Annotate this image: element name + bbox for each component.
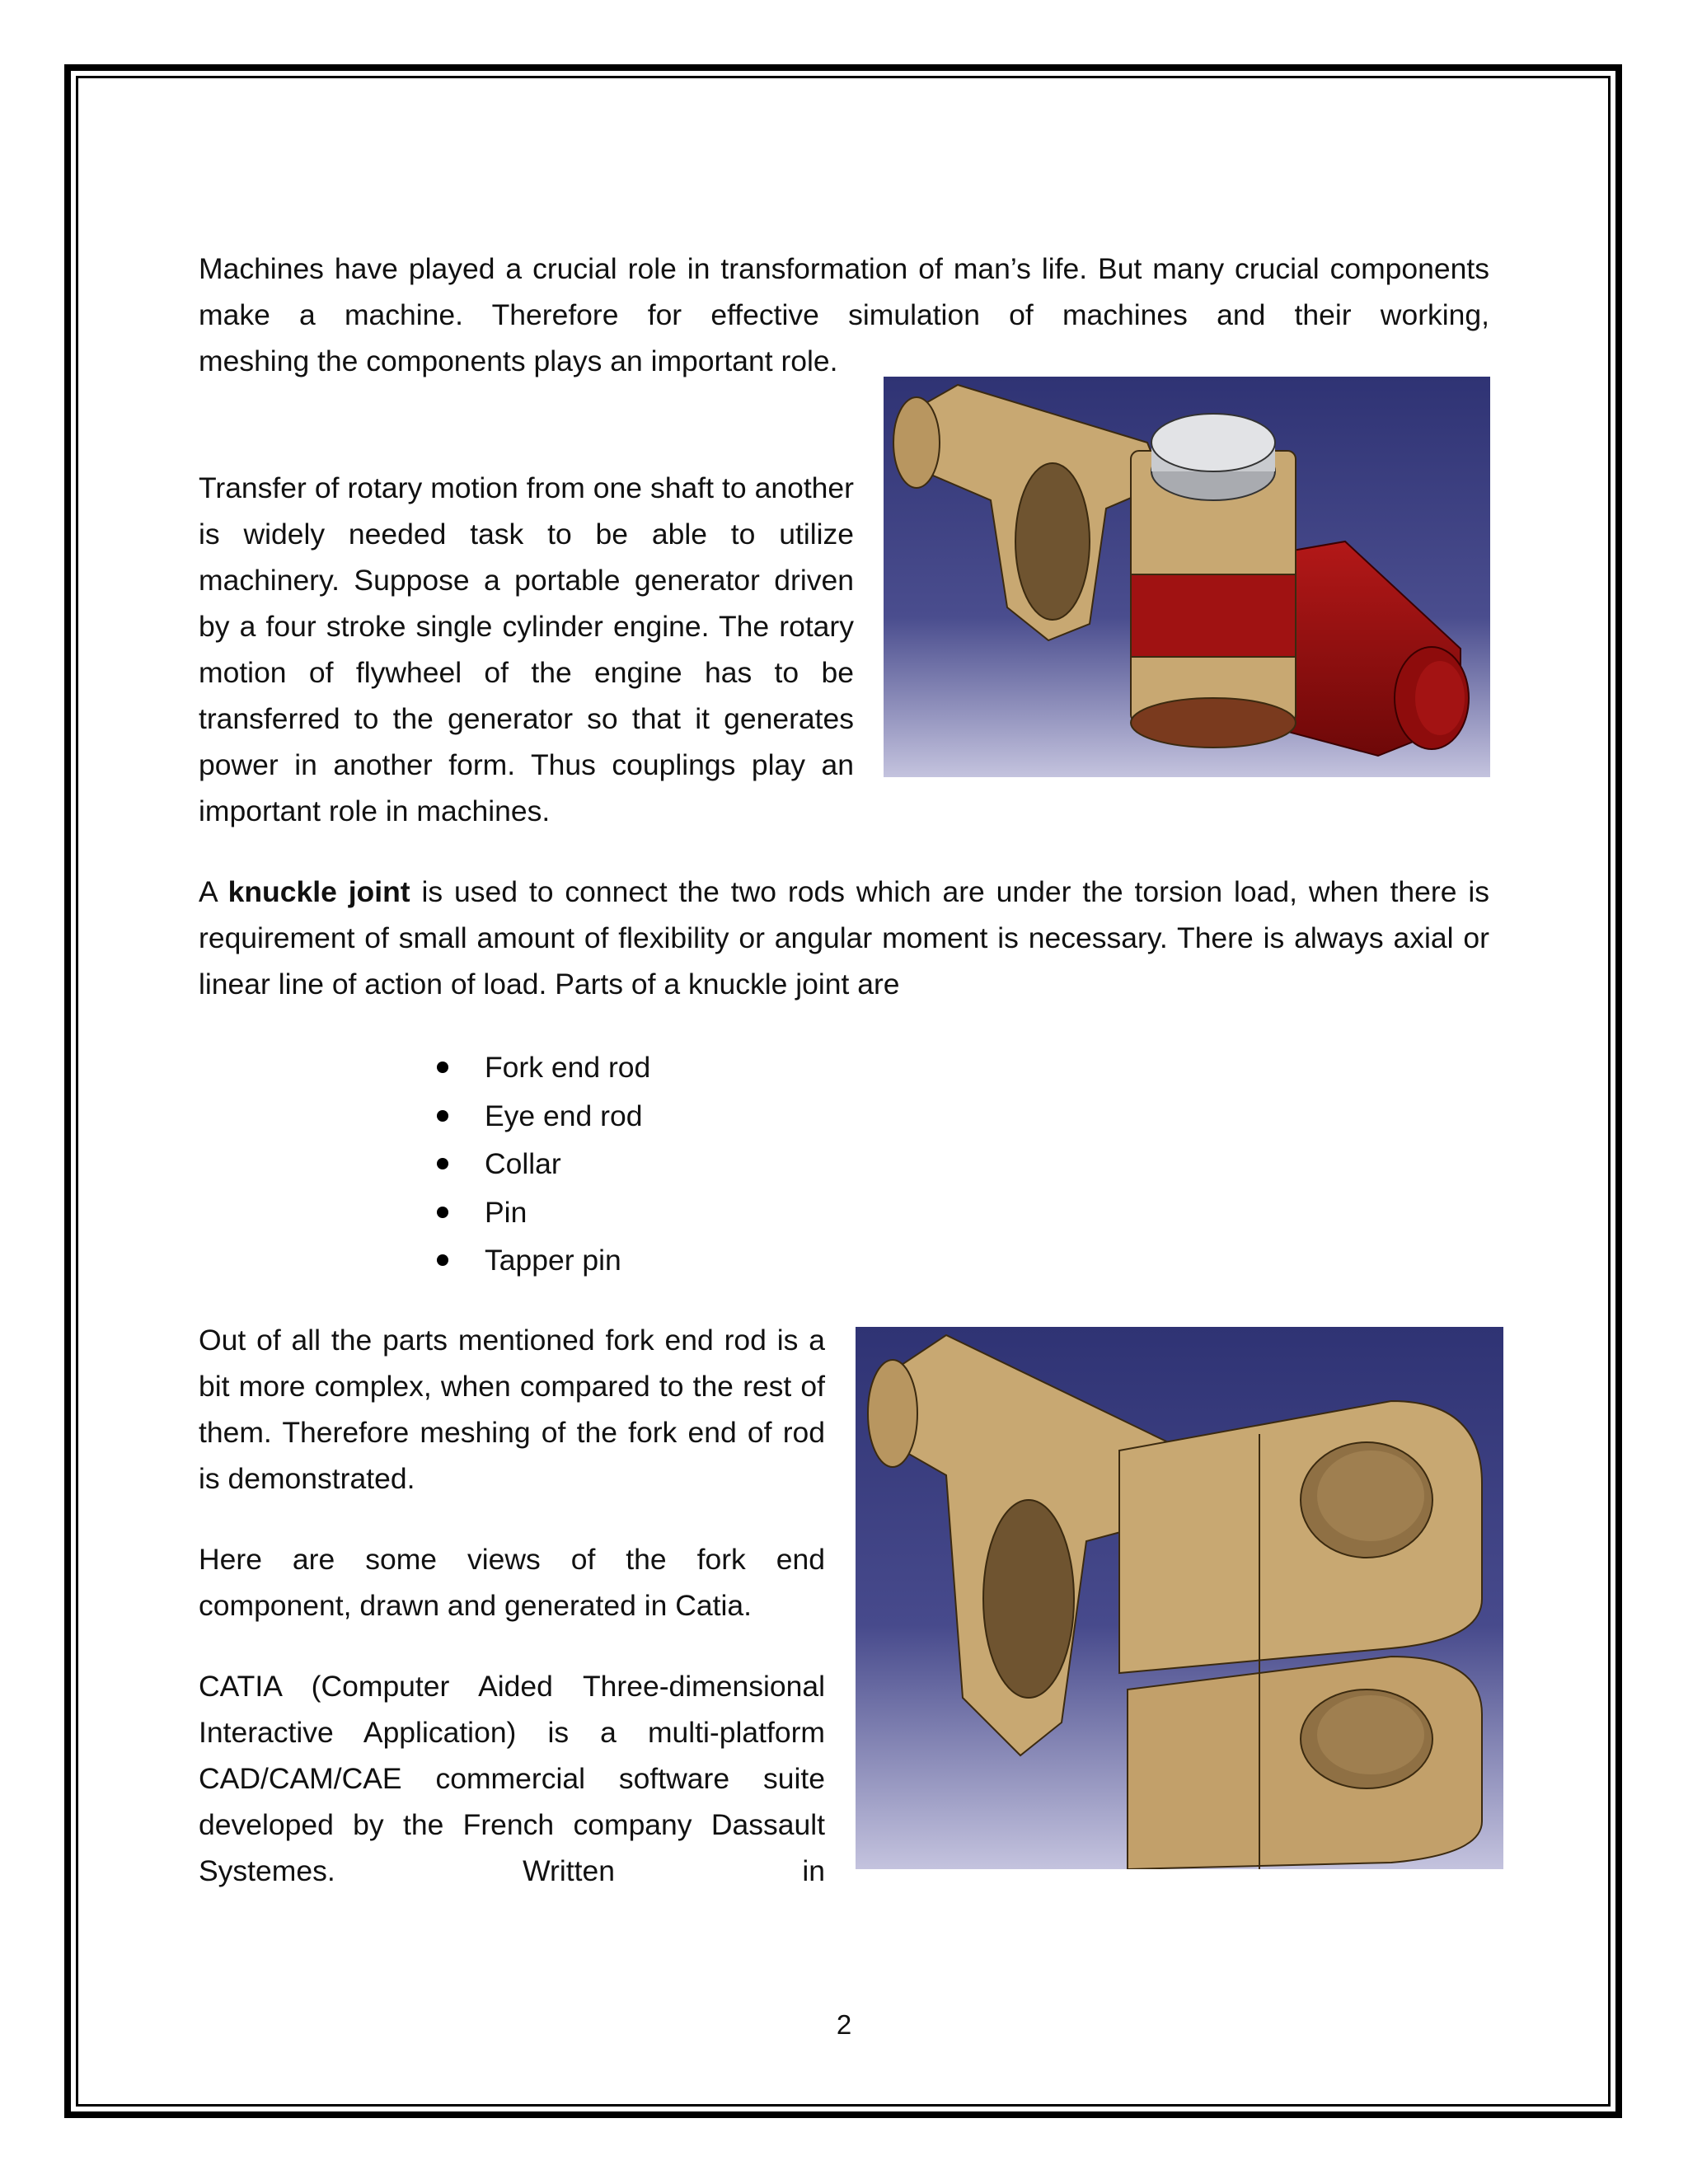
list-item: Fork end rod — [437, 1043, 650, 1092]
list-item: Tapper pin — [437, 1236, 650, 1285]
list-item: Pin — [437, 1188, 650, 1237]
knuckle-joint-term: knuckle joint — [227, 875, 410, 908]
list-item: Eye end rod — [437, 1092, 650, 1141]
knuckle-joint-paragraph — [199, 869, 1489, 1007]
catia-paragraph: CATIA (Computer Aided Three-dimensional Interactive Application) is a multi-platform CAD/CAM/CAE commercial software suite developed by the French company Dassault Systemes. Written in — [199, 1670, 825, 1887]
rotary-motion-paragraph: Transfer of rotary motion from one shaft to another is widely needed task to be able to utilize machinery. Suppose a portable generator driven by a four stroke single cylinder engine. The rotary motion of flywheel of the engine has to be transferred to the generator so that it generates power in another form. Thus couplings play an important role in machines. — [199, 471, 854, 827]
fork-end-rod-render — [856, 1327, 1503, 1869]
views-paragraph: Here are some views of the fork end component, drawn and generated in Catia. — [199, 1543, 825, 1622]
page-number: 2 — [836, 2009, 852, 2040]
knuckle-parts-list — [437, 1043, 650, 1285]
list-item: Collar — [437, 1140, 650, 1188]
knuckle-lead-text: A — [199, 875, 228, 908]
intro-paragraph-wrapped: meshing the components plays an important role. — [199, 344, 838, 377]
knuckle-rest-text: is used to connect the two rods which are under the torsion load, when there is requirement of small amount of flexibility or angular moment is necessary. There is always axial or linear line of action of load. Parts of a knuckle joint are — [199, 875, 1489, 1001]
knuckle-joint-assembly-render — [884, 377, 1490, 777]
fork-end-paragraph: Out of all the parts mentioned fork end rod is a bit more complex, when compared to the rest of them. Therefore meshing of the fork end of rod is demonstrated. — [199, 1324, 825, 1495]
intro-paragraph-full: Machines have played a crucial role in transformation of man’s life. But many crucial components make a machine. Therefore for effective simulation of machines and their working, — [199, 252, 1489, 331]
